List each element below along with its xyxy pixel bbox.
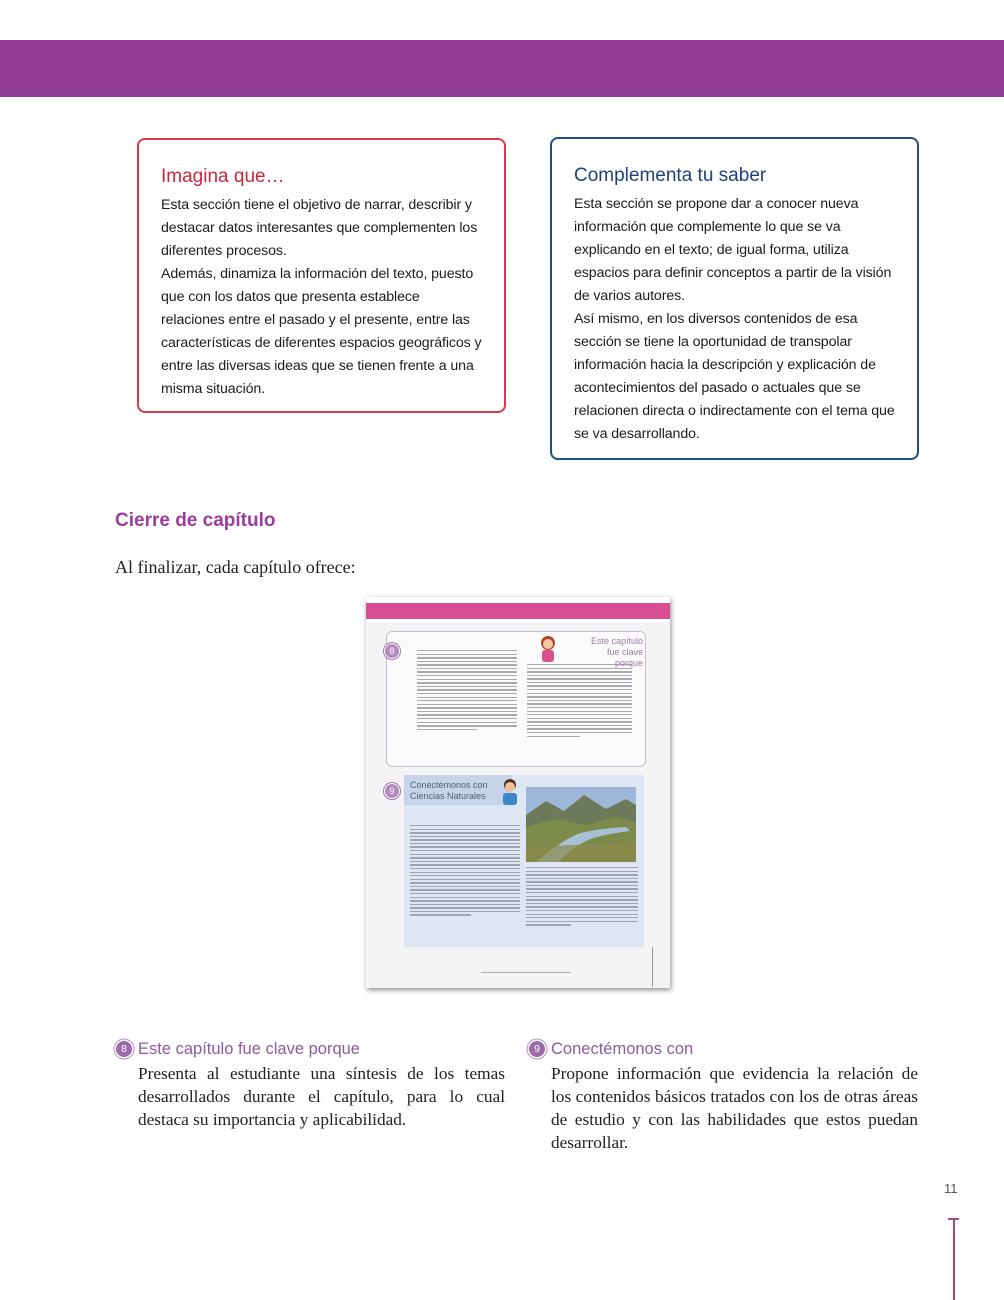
note-8-badge: 8 <box>116 1041 132 1057</box>
thumbnail-badge-9: 9 <box>384 783 400 799</box>
imagina-que-title: Imagina que… <box>161 166 285 187</box>
thumbnail-page-rule <box>652 947 653 987</box>
thumbnail-footer-line <box>481 972 571 973</box>
imagina-que-paragraph-2: Además, dinamiza la información del texto, puesto que con los datos que presenta establece relaciones entre el pasado y el presente, entre las características de diferentes espacios geográficos y entre las diversas ideas que se tienen frente a una misma situación. <box>161 266 482 397</box>
sample-page-thumbnail <box>366 597 670 988</box>
note-8-body: Presenta al estudiante una síntesis de los temas desarrollados durante el capítulo, para lo cual destaca su importancia y aplicabilidad. <box>138 1064 505 1129</box>
note-9-badge: 9 <box>529 1041 545 1057</box>
header-band <box>0 40 1004 97</box>
complementa-paragraph-1: Esta sección se propone dar a conocer nueva información que complemente lo que se va explicando en el texto; de igual forma, utiliza espacios para definir conceptos a partir de la visión de varios autores. <box>574 196 892 304</box>
thumbnail-badge-8: 8 <box>384 643 400 659</box>
thumbnail-box8-title: Este capítulo fue clave porque <box>590 636 643 668</box>
imagina-que-paragraph-1: Esta sección tiene el objetivo de narrar, describir y destacar datos interesantes que complementen los diferentes procesos. <box>161 197 478 259</box>
complementa-tu-saber-title: Complementa tu saber <box>574 165 767 186</box>
boy-character-icon <box>499 777 521 807</box>
note-8-title: Este capítulo fue clave porque <box>138 1040 360 1058</box>
thumbnail-box-clave <box>386 631 646 767</box>
complementa-paragraph-2: Así mismo, en los diversos contenidos de esa sección se tiene la oportunidad de transpolar información hacia la descripción y explicación de acontecimientos del pasado o actuales que se relacionen directa o indirectamente con el tema que se va desarrollando. <box>574 311 895 442</box>
cierre-intro-text: Al finalizar, cada capítulo ofrece: <box>115 557 356 577</box>
text-lines <box>410 825 520 918</box>
cierre-de-capitulo-heading: Cierre de capítulo <box>115 510 276 531</box>
text-lines <box>417 650 517 732</box>
text-lines <box>527 664 632 739</box>
note-9-title: Conectémonos con <box>551 1040 694 1058</box>
note-9-body: Propone información que evidencia la relación de los contenidos básicos tratados con los de otras áreas de estudio y con las habilidades que estos puedan desarrollar. <box>551 1064 918 1152</box>
margin-rule <box>953 1218 955 1300</box>
thumbnail-header <box>366 597 670 622</box>
complementa-tu-saber-box <box>550 137 919 460</box>
imagina-que-box <box>137 138 506 413</box>
girl-character-icon <box>537 634 559 664</box>
text-lines <box>526 867 638 928</box>
thumbnail-box9-title: Conectémonos con Ciencias Naturales <box>410 780 488 801</box>
landscape-photo <box>526 787 636 862</box>
page-number: 11 <box>944 1181 958 1196</box>
